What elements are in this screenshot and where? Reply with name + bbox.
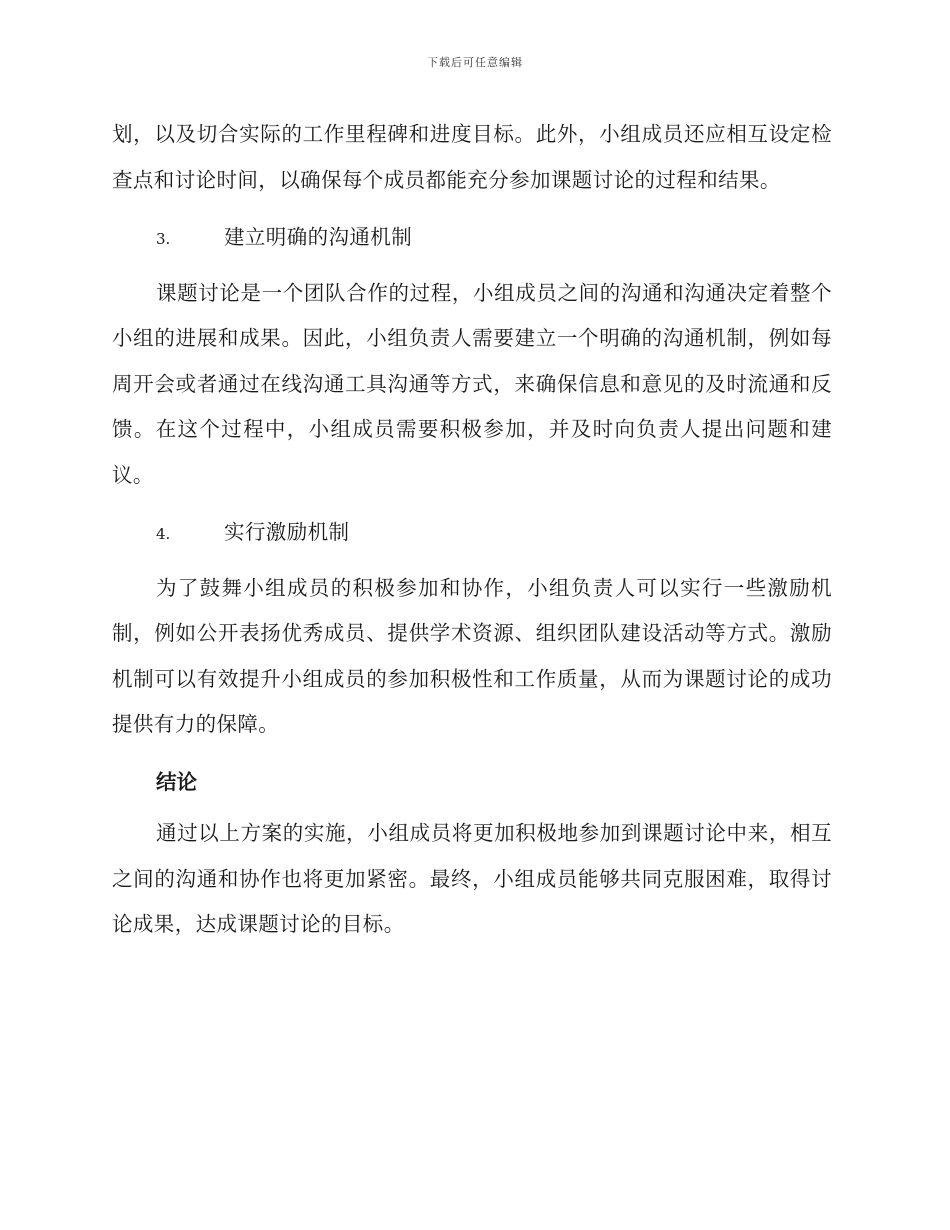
- paragraph-communication: 课题讨论是一个团队合作的过程，小组成员之间的沟通和沟通决定着整个小组的进展和成果。因此，小组负责人需要建立一个明确的沟通机制，例如每周开会或者通过在线沟通工具沟通等方式，来确保信息和意见的及时流通和反馈。在这个过程中，小组成员需要积极参加，并及时向负责人提出问题和建议。: [112, 280, 832, 487]
- header-note: 下载后可任意编辑: [427, 56, 523, 69]
- list-title: 建立明确的沟通机制: [224, 225, 413, 249]
- list-heading-3: [112, 215, 832, 263]
- list-title: 实行激励机制: [224, 520, 350, 544]
- document-body: [112, 112, 832, 948]
- paragraph-conclusion: 通过以上方案的实施，小组成员将更加积极地参加到课题讨论中来，相互之间的沟通和协作也将更加紧密。最终，小组成员能够共同克服困难，取得讨论成果，达成课题讨论的目标。: [112, 821, 832, 936]
- list-number: 3.: [156, 230, 171, 248]
- list-heading-4: [112, 510, 832, 558]
- section-heading-conclusion: 结论: [156, 769, 197, 794]
- paragraph-incentive: 为了鼓舞小组成员的积极参加和协作，小组负责人可以实行一些激励机制，例如公开表扬优秀成员、提供学术资源、组织团队建设活动等方式。激励机制可以有效提升小组成员的参加积极性和工作质量，从而为课题讨论的成功提供有力的保障。: [112, 575, 832, 736]
- list-number: 4.: [156, 525, 171, 543]
- paragraph-continuation: 划，以及切合实际的工作里程碑和进度目标。此外，小组成员还应相互设定检查点和讨论时间，以确保每个成员都能充分参加课题讨论的过程和结果。: [112, 122, 832, 192]
